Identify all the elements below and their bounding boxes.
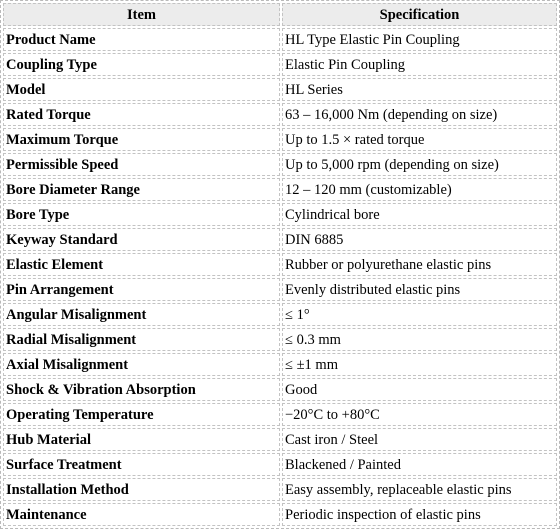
row-specification-value: Evenly distributed elastic pins bbox=[282, 278, 557, 301]
row-item-label: Rated Torque bbox=[3, 103, 280, 126]
table-row bbox=[3, 78, 557, 101]
row-specification-value: ≤ 0.3 mm bbox=[282, 328, 557, 351]
table-row bbox=[3, 378, 557, 401]
row-specification-value: Periodic inspection of elastic pins bbox=[282, 503, 557, 526]
row-specification-value: Blackened / Painted bbox=[282, 453, 557, 476]
row-item-label: Product Name bbox=[3, 28, 280, 51]
table-row bbox=[3, 153, 557, 176]
table-row bbox=[3, 128, 557, 151]
row-item-label: Angular Misalignment bbox=[3, 303, 280, 326]
table-row bbox=[3, 28, 557, 51]
row-specification-value: Easy assembly, replaceable elastic pins bbox=[282, 478, 557, 501]
row-specification-value: 63 – 16,000 Nm (depending on size) bbox=[282, 103, 557, 126]
table-row bbox=[3, 303, 557, 326]
row-item-label: Bore Type bbox=[3, 203, 280, 226]
row-item-label: Model bbox=[3, 78, 280, 101]
row-item-label: Keyway Standard bbox=[3, 228, 280, 251]
row-item-label: Axial Misalignment bbox=[3, 353, 280, 376]
row-specification-value: HL Series bbox=[282, 78, 557, 101]
row-item-label: Bore Diameter Range bbox=[3, 178, 280, 201]
table-row bbox=[3, 53, 557, 76]
table-row bbox=[3, 253, 557, 276]
row-item-label: Installation Method bbox=[3, 478, 280, 501]
row-item-label: Pin Arrangement bbox=[3, 278, 280, 301]
table-row bbox=[3, 428, 557, 451]
row-specification-value: Cylindrical bore bbox=[282, 203, 557, 226]
row-item-label: Surface Treatment bbox=[3, 453, 280, 476]
row-specification-value: Rubber or polyurethane elastic pins bbox=[282, 253, 557, 276]
table-row bbox=[3, 203, 557, 226]
row-specification-value: 12 – 120 mm (customizable) bbox=[282, 178, 557, 201]
table-row bbox=[3, 403, 557, 426]
row-specification-value: −20°C to +80°C bbox=[282, 403, 557, 426]
table-row bbox=[3, 453, 557, 476]
row-specification-value: ≤ 1° bbox=[282, 303, 557, 326]
row-specification-value: DIN 6885 bbox=[282, 228, 557, 251]
table-row bbox=[3, 353, 557, 376]
header-row bbox=[3, 3, 557, 26]
table-body bbox=[3, 28, 557, 526]
row-specification-value: Cast iron / Steel bbox=[282, 428, 557, 451]
header-item: Item bbox=[3, 3, 280, 26]
header-specification: Specification bbox=[282, 3, 557, 26]
table-row bbox=[3, 178, 557, 201]
table-row bbox=[3, 328, 557, 351]
table-row bbox=[3, 503, 557, 526]
row-item-label: Permissible Speed bbox=[3, 153, 280, 176]
row-item-label: Coupling Type bbox=[3, 53, 280, 76]
row-specification-value: ≤ ±1 mm bbox=[282, 353, 557, 376]
row-specification-value: Elastic Pin Coupling bbox=[282, 53, 557, 76]
row-item-label: Hub Material bbox=[3, 428, 280, 451]
row-item-label: Elastic Element bbox=[3, 253, 280, 276]
row-item-label: Maintenance bbox=[3, 503, 280, 526]
row-specification-value: Up to 5,000 rpm (depending on size) bbox=[282, 153, 557, 176]
row-item-label: Maximum Torque bbox=[3, 128, 280, 151]
table-row bbox=[3, 103, 557, 126]
table-row bbox=[3, 478, 557, 501]
row-item-label: Radial Misalignment bbox=[3, 328, 280, 351]
row-specification-value: Good bbox=[282, 378, 557, 401]
row-item-label: Operating Temperature bbox=[3, 403, 280, 426]
row-item-label: Shock & Vibration Absorption bbox=[3, 378, 280, 401]
row-specification-value: HL Type Elastic Pin Coupling bbox=[282, 28, 557, 51]
table-row bbox=[3, 278, 557, 301]
row-specification-value: Up to 1.5 × rated torque bbox=[282, 128, 557, 151]
table-row bbox=[3, 228, 557, 251]
